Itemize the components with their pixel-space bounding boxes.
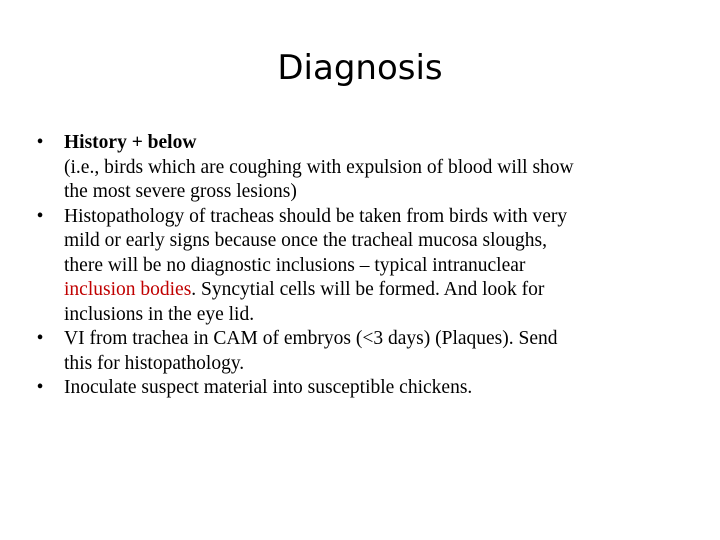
bullet-text-line: there will be no diagnostic inclusions – typical intranuclear xyxy=(64,254,526,276)
bullet-text-fragment: . Syncytial cells will be formed. And look for xyxy=(191,279,545,300)
bullet-list xyxy=(30,131,700,401)
bullet-icon: • xyxy=(36,377,44,398)
bullet-text-line: History + below xyxy=(64,132,197,153)
bullet-text-line: Histopathology of tracheas should be taken from birds with very xyxy=(64,205,568,227)
bullet-item-history xyxy=(30,131,700,205)
bullet-text-line xyxy=(64,278,700,303)
bullet-item-virus-isolation xyxy=(30,327,700,376)
bullet-text-line: inclusions in the eye lid. xyxy=(64,303,255,325)
bullet-icon: • xyxy=(36,328,44,349)
bullet-item-inoculate xyxy=(30,376,700,401)
bullet-text-line: this for histopathology. xyxy=(64,352,245,374)
highlighted-term: inclusion bodies xyxy=(64,279,192,300)
bullet-icon: • xyxy=(36,132,44,153)
bullet-icon: • xyxy=(36,205,44,227)
bullet-text-line: the most severe gross lesions) xyxy=(64,181,297,202)
slide-title: Diagnosis xyxy=(277,48,443,88)
bullet-item-histopathology xyxy=(30,205,700,328)
bullet-text-line: (i.e., birds which are coughing with expulsion of blood will show xyxy=(64,156,574,178)
bullet-text-line: mild or early signs because once the tracheal mucosa sloughs, xyxy=(64,230,548,251)
bullet-text-line: Inoculate suspect material into susceptible chickens. xyxy=(64,377,473,398)
bullet-text-line: VI from trachea in CAM of embryos (<3 days) (Plaques). Send xyxy=(64,328,558,349)
